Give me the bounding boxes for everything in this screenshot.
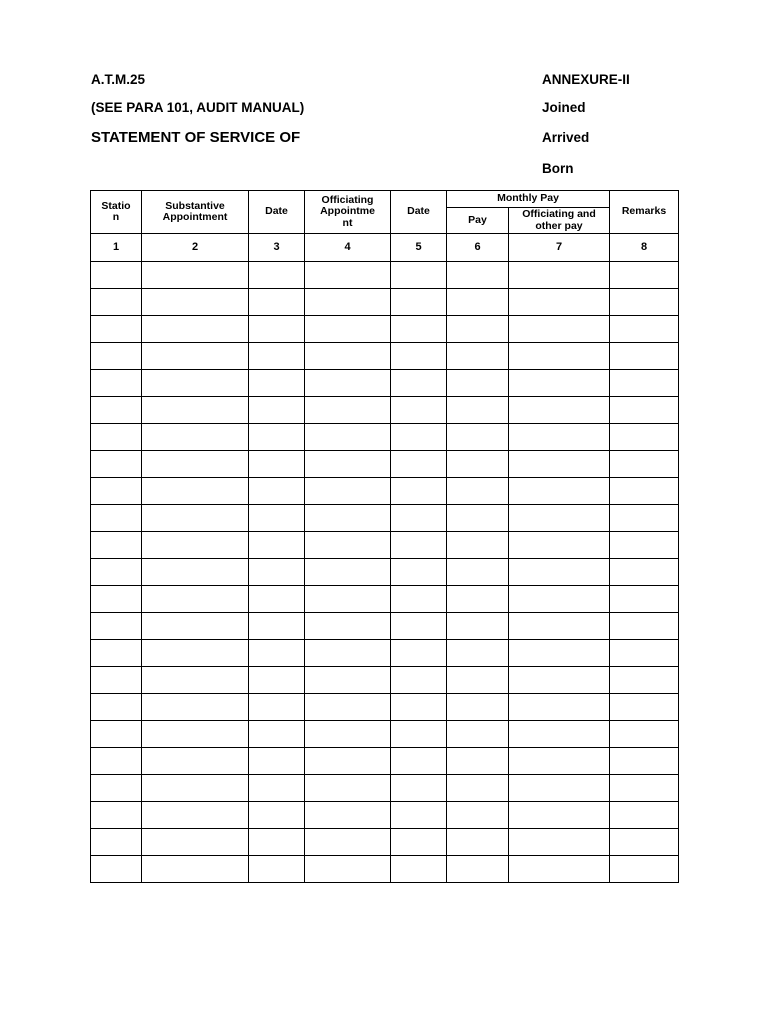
header-substantive-line-1: Substantive — [165, 199, 225, 212]
table-row — [91, 694, 679, 721]
table-cell[interactable] — [509, 721, 610, 748]
table-cell[interactable] — [142, 829, 249, 856]
table-cell[interactable] — [509, 397, 610, 424]
table-cell[interactable] — [249, 370, 305, 397]
table-cell[interactable] — [249, 451, 305, 478]
table-row — [91, 829, 679, 856]
table-cell[interactable] — [249, 424, 305, 451]
table-cell[interactable] — [391, 586, 447, 613]
table-cell[interactable] — [610, 775, 679, 802]
table-cell[interactable] — [91, 775, 142, 802]
table-cell[interactable] — [305, 289, 391, 316]
table-cell[interactable] — [610, 856, 679, 883]
table-cell[interactable] — [447, 262, 509, 289]
table-cell[interactable] — [610, 721, 679, 748]
header-officiating-appointment — [305, 191, 391, 234]
table-cell[interactable] — [142, 424, 249, 451]
table-cell[interactable] — [305, 694, 391, 721]
column-number: 7 — [509, 234, 610, 262]
table-cell[interactable] — [610, 289, 679, 316]
table-cell[interactable] — [610, 640, 679, 667]
table-row — [91, 316, 679, 343]
header-station-line-2: n — [112, 211, 120, 223]
table-cell[interactable] — [91, 748, 142, 775]
table-cell[interactable] — [610, 694, 679, 721]
table-cell[interactable] — [447, 586, 509, 613]
table-cell[interactable] — [142, 289, 249, 316]
table-cell[interactable] — [391, 829, 447, 856]
table-cell[interactable] — [610, 667, 679, 694]
table-cell[interactable] — [305, 478, 391, 505]
table-cell[interactable] — [142, 802, 249, 829]
table-cell[interactable] — [142, 613, 249, 640]
column-number: 2 — [142, 234, 249, 262]
table-cell[interactable] — [391, 397, 447, 424]
table-cell[interactable] — [447, 478, 509, 505]
table-cell[interactable] — [91, 829, 142, 856]
table-cell[interactable] — [447, 613, 509, 640]
table-cell[interactable] — [305, 343, 391, 370]
table-row — [91, 775, 679, 802]
table-cell[interactable] — [249, 856, 305, 883]
joined-label: Joined — [542, 100, 586, 115]
table-row — [91, 370, 679, 397]
table-cell[interactable] — [610, 316, 679, 343]
table-cell[interactable] — [305, 721, 391, 748]
service-statement-table — [90, 190, 679, 883]
table-cell[interactable] — [249, 667, 305, 694]
table-cell[interactable] — [391, 478, 447, 505]
table-cell[interactable] — [91, 451, 142, 478]
table-cell[interactable] — [249, 802, 305, 829]
form-code: A.T.M.25 — [91, 72, 146, 87]
table-cell[interactable] — [305, 856, 391, 883]
table-row — [91, 289, 679, 316]
table-cell[interactable] — [91, 478, 142, 505]
header-substantive-appointment — [142, 191, 249, 234]
table-cell[interactable] — [305, 559, 391, 586]
table-cell[interactable] — [391, 451, 447, 478]
table-cell[interactable] — [610, 802, 679, 829]
table-cell[interactable] — [249, 613, 305, 640]
header-monthly-pay: Monthly Pay — [447, 191, 610, 208]
header-officiating-line-3: nt — [342, 216, 353, 229]
table-row — [91, 667, 679, 694]
table-cell[interactable] — [447, 397, 509, 424]
table-cell[interactable] — [142, 667, 249, 694]
table-cell[interactable] — [91, 667, 142, 694]
table-cell[interactable] — [142, 775, 249, 802]
table-cell[interactable] — [610, 532, 679, 559]
table-row — [91, 505, 679, 532]
table-cell[interactable] — [447, 370, 509, 397]
table-cell[interactable] — [91, 532, 142, 559]
table-cell[interactable] — [509, 532, 610, 559]
table-cell[interactable] — [610, 343, 679, 370]
table-cell[interactable] — [610, 829, 679, 856]
table-cell[interactable] — [447, 829, 509, 856]
table-cell[interactable] — [91, 640, 142, 667]
table-cell[interactable] — [610, 748, 679, 775]
table-cell[interactable] — [391, 613, 447, 640]
table-cell[interactable] — [610, 586, 679, 613]
table-cell[interactable] — [249, 505, 305, 532]
table-cell[interactable] — [142, 397, 249, 424]
table-cell[interactable] — [305, 667, 391, 694]
audit-manual-reference: (SEE PARA 101, AUDIT MANUAL) — [91, 100, 305, 115]
table-cell[interactable] — [249, 343, 305, 370]
table-cell[interactable] — [91, 289, 142, 316]
table-cell[interactable] — [142, 370, 249, 397]
table-cell[interactable] — [447, 343, 509, 370]
column-number: 6 — [447, 234, 509, 262]
table-cell[interactable] — [91, 694, 142, 721]
header-substantive-line-2: Appointment — [162, 211, 228, 223]
table-cell[interactable] — [509, 802, 610, 829]
table-row — [91, 343, 679, 370]
table-row — [91, 478, 679, 505]
header-officiating-other-line-2: other pay — [535, 219, 583, 232]
table-cell[interactable] — [509, 451, 610, 478]
table-cell[interactable] — [391, 343, 447, 370]
table-cell[interactable] — [305, 640, 391, 667]
table-cell[interactable] — [391, 316, 447, 343]
table-cell[interactable] — [447, 424, 509, 451]
table-cell[interactable] — [447, 532, 509, 559]
column-number: 4 — [305, 234, 391, 262]
table-cell[interactable] — [305, 775, 391, 802]
table-cell[interactable] — [91, 397, 142, 424]
table-cell[interactable] — [610, 451, 679, 478]
table-cell[interactable] — [391, 559, 447, 586]
table-cell[interactable] — [305, 262, 391, 289]
table-cell[interactable] — [447, 289, 509, 316]
table-cell[interactable] — [91, 721, 142, 748]
table-cell[interactable] — [305, 424, 391, 451]
table-cell[interactable] — [447, 667, 509, 694]
table-cell[interactable] — [142, 532, 249, 559]
table-row — [91, 856, 679, 883]
table-cell[interactable] — [610, 613, 679, 640]
born-label: Born — [542, 161, 574, 176]
table-row — [91, 424, 679, 451]
table-row — [91, 451, 679, 478]
table-cell[interactable] — [391, 289, 447, 316]
table-cell[interactable] — [305, 829, 391, 856]
table-row — [91, 802, 679, 829]
table-cell[interactable] — [249, 829, 305, 856]
table-cell[interactable] — [249, 316, 305, 343]
table-cell[interactable] — [91, 586, 142, 613]
table-cell[interactable] — [249, 532, 305, 559]
table-cell[interactable] — [509, 343, 610, 370]
table-cell[interactable] — [305, 316, 391, 343]
table-cell[interactable] — [249, 721, 305, 748]
table-cell[interactable] — [509, 505, 610, 532]
table-cell[interactable] — [509, 613, 610, 640]
table-cell[interactable] — [509, 289, 610, 316]
table-cell[interactable] — [391, 262, 447, 289]
table-cell[interactable] — [249, 559, 305, 586]
table-cell[interactable] — [447, 316, 509, 343]
table-cell[interactable] — [509, 424, 610, 451]
table-cell[interactable] — [509, 775, 610, 802]
table-cell[interactable] — [509, 478, 610, 505]
table-cell[interactable] — [509, 559, 610, 586]
table-cell[interactable] — [447, 451, 509, 478]
table-cell[interactable] — [447, 748, 509, 775]
table-cell[interactable] — [249, 586, 305, 613]
table-cell[interactable] — [91, 559, 142, 586]
column-number: 1 — [91, 234, 142, 262]
table-cell[interactable] — [509, 829, 610, 856]
table-cell[interactable] — [305, 397, 391, 424]
table-cell[interactable] — [305, 370, 391, 397]
table-cell[interactable] — [391, 640, 447, 667]
table-cell[interactable] — [447, 775, 509, 802]
table-cell[interactable] — [91, 343, 142, 370]
table-cell[interactable] — [305, 532, 391, 559]
annexure-label: ANNEXURE-II — [542, 72, 630, 87]
table-cell[interactable] — [91, 424, 142, 451]
table-cell[interactable] — [391, 667, 447, 694]
table-cell[interactable] — [305, 802, 391, 829]
table-row — [91, 559, 679, 586]
table-cell[interactable] — [142, 316, 249, 343]
table-cell[interactable] — [447, 640, 509, 667]
table-cell[interactable] — [509, 586, 610, 613]
table-cell[interactable] — [142, 262, 249, 289]
table-cell[interactable] — [142, 721, 249, 748]
table-cell[interactable] — [610, 262, 679, 289]
table-cell[interactable] — [391, 802, 447, 829]
table-cell[interactable] — [447, 721, 509, 748]
table-cell[interactable] — [91, 802, 142, 829]
table-cell[interactable] — [142, 640, 249, 667]
table-cell[interactable] — [391, 748, 447, 775]
table-cell[interactable] — [249, 478, 305, 505]
table-cell[interactable] — [391, 424, 447, 451]
table-cell[interactable] — [91, 370, 142, 397]
table-row — [91, 721, 679, 748]
table-cell[interactable] — [91, 613, 142, 640]
table-body — [91, 234, 679, 883]
table-cell[interactable] — [91, 262, 142, 289]
header-date-1: Date — [249, 191, 305, 234]
table-cell[interactable] — [142, 694, 249, 721]
table-row — [91, 586, 679, 613]
table-cell[interactable] — [447, 505, 509, 532]
table-cell[interactable] — [305, 451, 391, 478]
table-cell[interactable] — [305, 505, 391, 532]
table-cell[interactable] — [249, 397, 305, 424]
table-cell[interactable] — [142, 505, 249, 532]
table-row — [91, 613, 679, 640]
table-cell[interactable] — [305, 586, 391, 613]
table-cell[interactable] — [509, 640, 610, 667]
table-cell[interactable] — [142, 451, 249, 478]
header-officiating-line-2: Appointme — [320, 205, 375, 218]
header-station-line-1: Statio — [101, 199, 131, 212]
table-row — [91, 748, 679, 775]
header-pay: Pay — [447, 208, 509, 234]
table-row — [91, 397, 679, 424]
column-number: 8 — [610, 234, 679, 262]
table-cell[interactable] — [391, 721, 447, 748]
table-cell[interactable] — [447, 559, 509, 586]
table-cell[interactable] — [142, 478, 249, 505]
table-cell[interactable] — [391, 505, 447, 532]
table-cell[interactable] — [610, 478, 679, 505]
table-cell[interactable] — [610, 505, 679, 532]
table-cell[interactable] — [610, 424, 679, 451]
table-cell[interactable] — [509, 667, 610, 694]
table-cell[interactable] — [509, 694, 610, 721]
table-cell[interactable] — [249, 262, 305, 289]
table-cell[interactable] — [509, 748, 610, 775]
table-cell[interactable] — [249, 694, 305, 721]
header-officiating-and-other-pay — [509, 208, 610, 234]
table-row — [91, 532, 679, 559]
table-cell[interactable] — [91, 316, 142, 343]
table-cell[interactable] — [142, 856, 249, 883]
header-officiating-other-line-1: Officiating and — [522, 208, 596, 221]
table-cell[interactable] — [142, 343, 249, 370]
table-cell[interactable] — [509, 316, 610, 343]
table-cell[interactable] — [447, 694, 509, 721]
table-cell[interactable] — [249, 640, 305, 667]
table-cell[interactable] — [509, 370, 610, 397]
column-number: 5 — [391, 234, 447, 262]
table-cell[interactable] — [91, 505, 142, 532]
table-cell[interactable] — [509, 856, 610, 883]
table-cell[interactable] — [305, 748, 391, 775]
table-cell[interactable] — [249, 748, 305, 775]
table-cell[interactable] — [509, 262, 610, 289]
table-cell[interactable] — [142, 748, 249, 775]
table-cell[interactable] — [610, 397, 679, 424]
table-cell[interactable] — [142, 586, 249, 613]
header-officiating-line-1: Officiating — [321, 194, 374, 207]
column-number-row — [91, 234, 679, 262]
table-cell[interactable] — [142, 559, 249, 586]
table-row — [91, 640, 679, 667]
table-cell[interactable] — [391, 532, 447, 559]
arrived-label: Arrived — [542, 130, 590, 145]
table-cell[interactable] — [249, 775, 305, 802]
table-cell[interactable] — [391, 856, 447, 883]
table-cell[interactable] — [391, 370, 447, 397]
table-cell[interactable] — [305, 613, 391, 640]
table-cell[interactable] — [447, 856, 509, 883]
table-cell[interactable] — [610, 370, 679, 397]
header-remarks: Remarks — [610, 191, 679, 234]
table-cell[interactable] — [610, 559, 679, 586]
table-cell[interactable] — [249, 289, 305, 316]
page-title: STATEMENT OF SERVICE OF — [91, 129, 301, 146]
header-date-2: Date — [391, 191, 447, 234]
column-number: 3 — [249, 234, 305, 262]
table-cell[interactable] — [391, 775, 447, 802]
table-cell[interactable] — [447, 802, 509, 829]
header-station — [91, 191, 142, 234]
table-cell[interactable] — [391, 694, 447, 721]
table-row — [91, 262, 679, 289]
table-cell[interactable] — [91, 856, 142, 883]
